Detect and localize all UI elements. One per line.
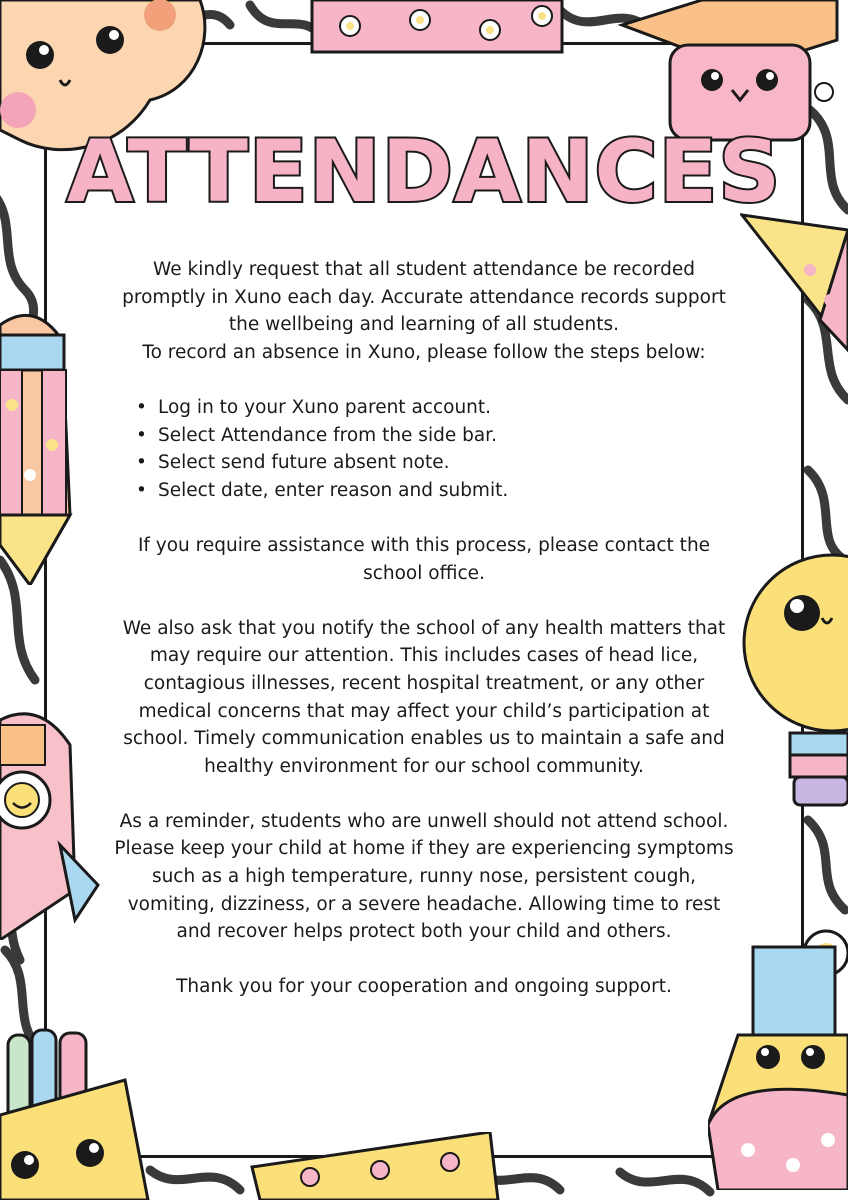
step-item: • Select Attendance from the side bar.	[136, 422, 748, 450]
health-line: may require our attention. This includes cases of head lice,	[149, 645, 699, 667]
intro-line: promptly in Xuno each day. Accurate attendance records support	[122, 286, 726, 308]
reminder-line: As a reminder, students who are unwell should not attend school.	[119, 810, 729, 832]
step-item: • Log in to your Xuno parent account.	[136, 394, 748, 422]
health-line: medical concerns that may affect your child’s participation at	[138, 700, 710, 722]
reminder-line: vomiting, dizziness, or a severe headache. Allowing time to rest	[127, 893, 721, 915]
intro-line: To record an absence in Xuno, please follow the steps below:	[142, 341, 706, 363]
step-item: • Select send future absent note.	[136, 449, 748, 477]
crayon-box-sticker	[0, 1025, 150, 1200]
assistance-line: school office.	[363, 562, 485, 584]
health-line: contagious illnesses, recent hospital treatment, or any other	[143, 672, 705, 694]
assistance-line: If you require assistance with this process, please contact the	[137, 534, 711, 556]
reminder-paragraph	[100, 808, 748, 946]
assistance-paragraph	[100, 532, 748, 587]
notice-body	[100, 256, 748, 1001]
reminder-line: such as a high temperature, runny nose, persistent cough,	[151, 866, 697, 888]
intro-line: the wellbeing and learning of all students.	[228, 314, 620, 336]
pencil-sticker	[0, 305, 75, 585]
reminder-line: and recover helps protect both your child and others.	[176, 921, 672, 943]
steps-list	[100, 394, 748, 504]
health-line: healthy environment for our school community.	[204, 755, 644, 777]
lightbulb-character-sticker	[742, 548, 848, 808]
rocket-sticker	[0, 705, 100, 940]
health-line: We also ask that you notify the school of any health matters that	[122, 617, 726, 639]
step-item: • Select date, enter reason and submit.	[136, 477, 748, 505]
paper-plane-sticker	[740, 210, 848, 360]
page-title: ATTENDANCES	[66, 122, 782, 222]
closing-line: Thank you for your cooperation and ongoing support.	[176, 976, 672, 998]
health-paragraph	[100, 615, 748, 781]
health-line: school. Timely communication enables us to maintain a safe and	[123, 728, 725, 750]
intro-paragraph	[100, 256, 748, 366]
reminder-line: Please keep your child at home if they are experiencing symptoms	[114, 838, 734, 860]
intro-line: We kindly request that all student attendance be recorded	[153, 259, 695, 280]
ruler-sticker	[250, 1132, 500, 1200]
tape-strip-top	[310, 0, 565, 55]
